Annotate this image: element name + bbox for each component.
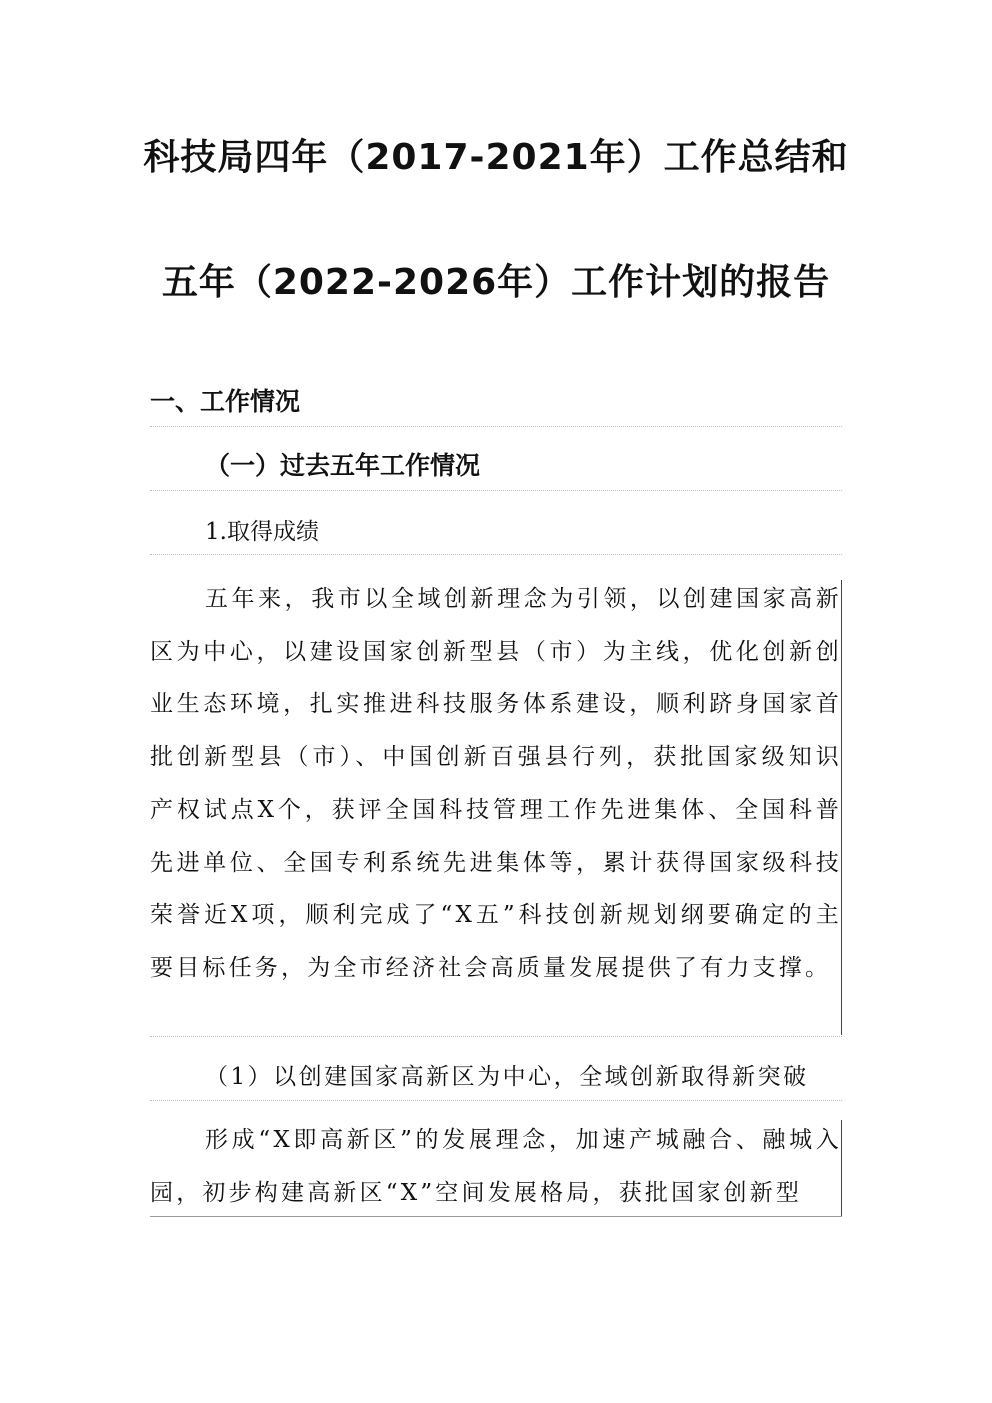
document-title-line-2: 五年（2022-2026年）工作计划的报告: [161, 262, 831, 303]
document-title-line-1: 科技局四年（2017-2021年）工作总结和: [143, 137, 849, 178]
divider-line: [150, 1036, 842, 1037]
divider-line: [150, 490, 842, 491]
divider-line: [150, 426, 842, 427]
body-paragraph: 形成“X即高新区”的发展理念，加速产城融合、融城入园，初步构建高新区“X”空间发展格局，获批国家创新型: [150, 1127, 842, 1206]
page-bottom-line: [150, 1216, 842, 1217]
point-heading: （1）以创建国家高新区为中心，全域创新取得新突破: [205, 1064, 809, 1090]
body-paragraph: 五年来，我市以全域创新理念为引领，以创建国家高新区为中心，以建设国家创新型县（市）为主线，优化创新创业生态环境，扎实推进科技服务体系建设，顺利跻身国家首批创新型县（市）、中国创新百强县行列，获批国家级知识产权试点X个，获评全国科技管理工作先进集体、全国科普先进单位、全国专利系统先进集体等，累计获得国家级科技荣誉近X项，顺利完成了“X五”科技创新规划纲要确定的主要目标任务，为全市经济社会高质量发展提供了有力支撑。: [150, 586, 842, 981]
subsection-heading: （一）过去五年工作情况: [205, 451, 481, 480]
section-heading: 一、工作情况: [150, 387, 301, 416]
item-heading: 1.取得成绩: [205, 519, 319, 545]
divider-line: [150, 1100, 842, 1101]
divider-line: [150, 554, 842, 555]
